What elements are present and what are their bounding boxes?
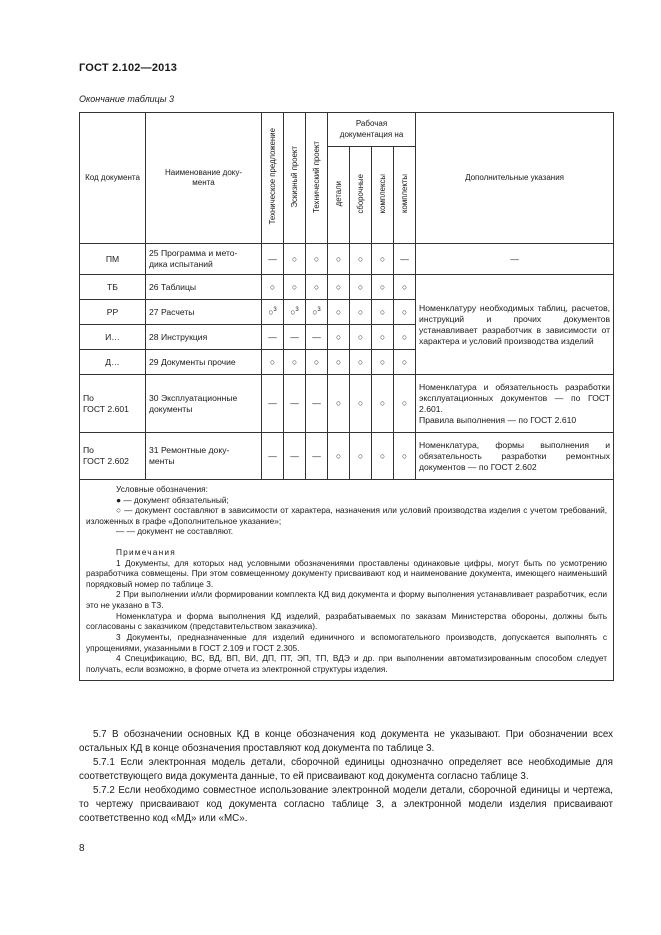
symbol-cell: — xyxy=(306,325,328,350)
symbol-cell: ○ xyxy=(262,350,284,375)
notes-title: Примечания xyxy=(116,547,176,558)
symbol-cell: ○$^3$ xyxy=(306,300,328,325)
table-caption: Окончание таблицы 3 xyxy=(79,94,174,104)
row-name: 31 Ремонтные доку- менты xyxy=(146,433,262,480)
page-header: ГОСТ 2.102—2013 xyxy=(79,62,178,74)
symbol-cell: ○ xyxy=(350,375,372,433)
symbol-cell: ○ xyxy=(372,350,394,375)
header-code: Код документа xyxy=(80,113,146,244)
symbol-cell: ○$^3$ xyxy=(284,300,306,325)
symbol-cell: ○ xyxy=(328,375,350,433)
symbol-cell: ○ xyxy=(350,244,372,275)
row-note-shared: Номенклатуру необходимых таблиц, расчетов, инструкций и прочих документов устанавливает разработчик в зависимости от характера и условий производства изделий xyxy=(416,275,614,375)
header-assembly: сборочные xyxy=(350,147,372,244)
header-tech-project: Технический проект xyxy=(306,113,328,244)
page-number: 8 xyxy=(79,843,85,854)
symbol-cell: — xyxy=(262,433,284,480)
row-note: — xyxy=(416,244,614,275)
symbol-cell: ○ xyxy=(306,275,328,300)
header-kits: комплекты xyxy=(394,147,416,244)
symbol-cell: ○ xyxy=(372,244,394,275)
symbol-cell: ○ xyxy=(328,325,350,350)
symbol-cell: ○ xyxy=(328,433,350,480)
symbol-cell: ○ xyxy=(350,300,372,325)
symbol-cell: ○ xyxy=(328,350,350,375)
symbol-cell: ○ xyxy=(284,244,306,275)
symbol-cell: ○ xyxy=(328,275,350,300)
row-code: ТБ xyxy=(80,275,146,300)
row-name: 28 Инструкция xyxy=(146,325,262,350)
symbol-cell: ○ xyxy=(394,350,416,375)
symbol-cell: ○ xyxy=(350,275,372,300)
row-note: Номенклатура и обязательность разработки эксплуатационных документов — по ГОСТ 2.601. Правила выполнения — по ГОСТ 2.610 xyxy=(416,375,614,433)
header-notes: Дополнительные указания xyxy=(416,113,614,244)
legend-none: — — документ не составляют. xyxy=(116,526,234,537)
row-name: 25 Программа и мето- дика испытаний xyxy=(146,244,262,275)
symbol-cell: ○ xyxy=(350,325,372,350)
table-row xyxy=(80,433,614,480)
symbol-cell: ○ xyxy=(394,325,416,350)
symbol-cell: — xyxy=(284,325,306,350)
paragraph-5-7: 5.7 В обозначении основных КД в конце обозначения код документа не указывают. При обозначении всех остальных КД в конце обозначения проставляют код документа по таблице 3. xyxy=(79,729,613,754)
symbol-cell: ○ xyxy=(306,244,328,275)
document-codes-table xyxy=(79,112,614,681)
header-tech-proposal: Техническое предложение xyxy=(262,113,284,244)
symbol-cell: — xyxy=(284,433,306,480)
symbol-cell: ○$^3$ xyxy=(262,300,284,325)
legend-row xyxy=(80,480,614,681)
symbol-cell: ○ xyxy=(284,350,306,375)
row-code: По ГОСТ 2.602 xyxy=(80,433,146,480)
symbol-cell: ○ xyxy=(372,300,394,325)
symbol-cell: ○ xyxy=(284,275,306,300)
symbol-cell: ○ xyxy=(328,244,350,275)
table-row xyxy=(80,275,614,300)
row-name: 27 Расчеты xyxy=(146,300,262,325)
row-code: Д… xyxy=(80,350,146,375)
row-code: РР xyxy=(80,300,146,325)
row-code: И… xyxy=(80,325,146,350)
symbol-cell: ○ xyxy=(394,275,416,300)
paragraph-5-7-1: 5.7.1 Если электронная модель детали, сборочной единицы однозначно определяет все необходимые для соответствующего вида документа данные, то ей присваивают код документа согласно таблице 3. xyxy=(79,757,613,782)
table-row xyxy=(80,244,614,275)
row-name: 29 Документы прочие xyxy=(146,350,262,375)
note-3: 3 Документы, предназначенные для изделий единичного и вспомогательного производств, допускается выполнять с упрощениями, указанными в ГОСТ 2.109 и ГОСТ 2.305. xyxy=(86,631,608,653)
symbol-cell: ○ xyxy=(372,325,394,350)
symbol-cell: ○ xyxy=(394,300,416,325)
symbol-cell: — xyxy=(284,375,306,433)
legend-mandatory: ● — документ обязательный; xyxy=(116,494,229,505)
legend-cell xyxy=(80,480,614,681)
row-note: Номенклатура, формы выполнения и обязательность разработки ремонтных документов — по ГОСТ 2.602 xyxy=(416,433,614,480)
symbol-cell: ○ xyxy=(394,375,416,433)
note-1: 1 Документы, для которых над условными обозначениями проставлены одинаковые цифры, могут быть по усмотрению разработчика совмещены. При этом совмещенному документу присваивают код и наименование документа, имеющего наименьший порядковый номер по таблице 3. xyxy=(86,557,608,589)
symbol-cell: — xyxy=(262,325,284,350)
symbol-cell: — xyxy=(262,375,284,433)
symbol-cell: ○ xyxy=(372,275,394,300)
header-complexes: комплексы xyxy=(372,147,394,244)
symbol-cell: — xyxy=(306,375,328,433)
symbol-cell: ○ xyxy=(262,275,284,300)
legend-title: Условные обозначения: xyxy=(116,484,208,494)
symbol-cell: ○ xyxy=(306,350,328,375)
note-2b: Номенклатура и форма выполнения КД изделий, разрабатываемых по заказам Министерства обороны, должны быть согласованы с заказчиком (представительством заказчика). xyxy=(86,610,608,632)
symbol-cell: ○ xyxy=(350,433,372,480)
symbol-cell: ○ xyxy=(350,350,372,375)
legend-optional: ○ — документ составляют в зависимости от характера, назначения или условий производства изделия с учетом требований, изложенных в графе «Дополнительное указание»; xyxy=(86,505,608,526)
row-code: По ГОСТ 2.601 xyxy=(80,375,146,433)
symbol-cell: ○ xyxy=(372,433,394,480)
symbol-cell: ○ xyxy=(372,375,394,433)
symbol-cell: ○ xyxy=(394,433,416,480)
symbol-cell: — xyxy=(262,244,284,275)
header-sketch-project: Эскизный проект xyxy=(284,113,306,244)
row-code: ПМ xyxy=(80,244,146,275)
note-4: 4 Спецификацию, ВС, ВД, ВП, ВИ, ДП, ПТ, ЭП, ТП, ВДЭ и др. при выполнении автоматизированным способом следует получать, если возможно, в форме отчета из электронной структуры изделия. xyxy=(86,653,608,674)
row-name: 30 Эксплуатационные документы xyxy=(146,375,262,433)
header-parts: детали xyxy=(328,147,350,244)
table-row xyxy=(80,375,614,433)
symbol-cell: ○ xyxy=(328,300,350,325)
header-name: Наименование доку- мента xyxy=(146,113,262,244)
body-text xyxy=(79,728,613,826)
row-name: 26 Таблицы xyxy=(146,275,262,300)
header-working-docs: Рабочая документация на xyxy=(328,113,416,147)
symbol-cell: — xyxy=(306,433,328,480)
symbol-cell: — xyxy=(394,244,416,275)
paragraph-5-7-2: 5.7.2 Если необходимо совместное использование электронной модели детали, сборочной единицы и чертежа, то чертежу присваивают код документа согласно таблице 3, а электронной модели изделия присваивают соответственно код «МД» или «МС». xyxy=(79,785,613,824)
note-2: 2 При выполнении и/или формировании комплекта КД вид документа и форму выполнения устанавливает разработчик, если это не указано в ТЗ. xyxy=(86,589,608,611)
